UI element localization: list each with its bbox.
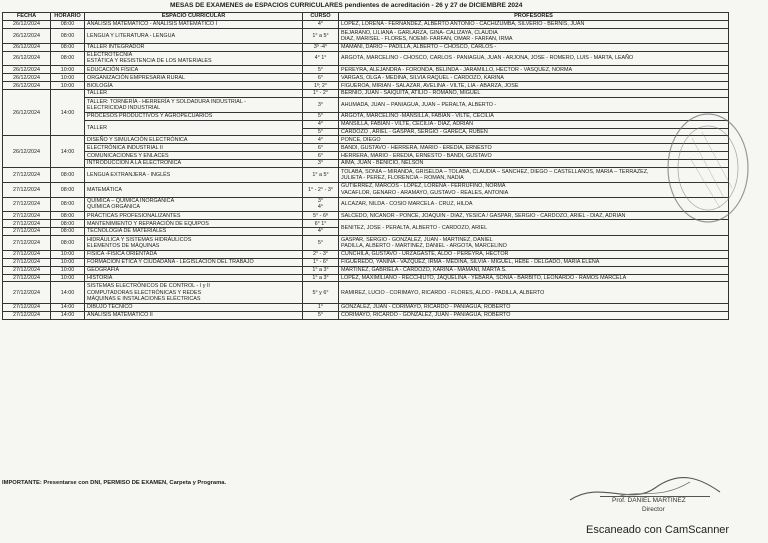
espacio-cell [85, 311, 303, 319]
espacio-cell [85, 182, 303, 197]
curso-cell: 5° [303, 112, 339, 120]
espacio-cell [85, 136, 303, 144]
espacio-line: ESTÁTICA Y RESISTENCIA DE LOS MATERIALES [87, 58, 212, 65]
table-row [3, 282, 729, 304]
espacio-line: COMPUTADORAS ELECTRÓNICAS Y REDES [87, 289, 202, 296]
espacio-cell [85, 120, 303, 136]
fecha-cell: 27/12/2024 [3, 167, 51, 182]
profesores-cell [339, 66, 729, 74]
horario-cell: 08:00 [51, 197, 85, 212]
espacio-cell [85, 97, 303, 112]
espacio-cell [85, 220, 303, 228]
curso-cell: 1° - 2° [303, 90, 339, 98]
horario-cell: 08:00 [51, 167, 85, 182]
curso-cell: 5° [303, 66, 339, 74]
horario-cell: 14:00 [51, 90, 85, 136]
profesor-line: MANSILLA, FABIAN - VILTE, CECILIA - DIAZ, ADRIAN [341, 120, 474, 127]
espacio-cell [85, 212, 303, 220]
curso-cell: 6° 1° [303, 220, 339, 228]
espacio-cell [85, 28, 303, 43]
table-row [3, 236, 729, 251]
espacio-line: BIOLOGÍA [87, 82, 113, 89]
profesores-cell [339, 51, 729, 66]
fecha-cell: 26/12/2024 [3, 51, 51, 66]
espacio-cell [85, 74, 303, 82]
table-row [3, 160, 729, 168]
profesores-cell [339, 258, 729, 266]
profesor-line: MAMANI, DARIO – PADILLA, ALBERTO – CHOSCO, CARLOS - [341, 44, 497, 51]
espacio-line: LENGUA EXTRANJERA - INGLÉS [87, 171, 171, 178]
espacio-cell [85, 197, 303, 212]
curso-cell: 1° a 5° [303, 28, 339, 43]
espacio-cell [85, 304, 303, 312]
espacio-line: INTRODUCCIÓN A LA ELECTRÓNICA [87, 160, 182, 167]
espacio-line: ELEMENTOS DE MÁQUINAS [87, 242, 160, 249]
espacio-line: ELECTRÓNICA INDUSTRIAL II [87, 144, 163, 151]
espacio-line: DISEÑO Y SIMULACIÓN ELECTRÓNICA [87, 136, 188, 143]
profesores-cell [339, 21, 729, 29]
fecha-cell: 27/12/2024 [3, 311, 51, 319]
table-row [3, 258, 729, 266]
curso-cell: 4° [303, 228, 339, 236]
fecha-cell: 26/12/2024 [3, 28, 51, 43]
fecha-cell: 27/12/2024 [3, 197, 51, 212]
espacio-line: COMUNICACIONES Y ENLACES [87, 152, 169, 159]
profesor-line: LOPEZ, MAXIMILIANO - RECCHIUTO, JAQUELINA - YEBARA, SONIA - BARBITO, LEONARDO - RAMOS MARCELA [341, 274, 627, 281]
curso-cell: 1° a 3° [303, 266, 339, 274]
profesor-line: GUTIERREZ, MARCOS - LOPEZ, LORENA - FERRUFINO, NORMA [341, 183, 506, 190]
horario-cell: 10:00 [51, 266, 85, 274]
table-row [3, 304, 729, 312]
fecha-cell: 27/12/2024 [3, 266, 51, 274]
espacio-line: QUÍMICA – QUÍMICA INORGÁNICA [87, 198, 175, 205]
curso-cell: 1° [303, 304, 339, 312]
document-title: MESAS DE EXAMENES de ESPACIOS CURRICULARES pendientes de acreditación - 26 y 27 de DICIEMBRE 2024 [170, 2, 523, 9]
profesores-cell [339, 28, 729, 43]
profesores-cell [339, 236, 729, 251]
curso-cell: 5° - 6º [303, 212, 339, 220]
profesores-cell [339, 282, 729, 304]
table-row [3, 197, 729, 212]
fecha-cell: 26/12/2024 [3, 82, 51, 90]
espacio-cell [85, 266, 303, 274]
espacio-line: QUÍMICA ORGÁNICA [87, 204, 141, 211]
profesor-line: VARGAS, OLGA - MEDINA, SILVIA RAQUEL - CARDOZO, KARINA [341, 74, 504, 81]
espacio-cell [85, 90, 303, 98]
fecha-cell: 27/12/2024 [3, 282, 51, 304]
horario-cell: 10:00 [51, 274, 85, 282]
horario-cell: 10:00 [51, 82, 85, 90]
curso-cell: 1º; 2° [303, 82, 339, 90]
horario-cell: 14:00 [51, 304, 85, 312]
table-row [3, 167, 729, 182]
table-row [3, 136, 729, 144]
curso-cell: 5° [303, 236, 339, 251]
espacio-line: HIDRÁULICA Y SISTEMAS HIDRÁULICOS [87, 236, 192, 243]
profesor-line: GONZALEZ, JUAN - CORIMAYO, RICARDO - PANIAGUA, ROBERTO [341, 304, 511, 311]
curso-cell: 1° a 3° [303, 274, 339, 282]
table-row [3, 97, 729, 112]
curso-cell: 5° [303, 128, 339, 136]
profesor-line: CARDOZO , ARIEL - GASPAR, SERGIO - GARECA, RUBEN [341, 128, 488, 135]
profesor-line: FIGUEREDO, YANINA - VAZQUEZ, IRMA - MEDINA, SILVIA - MIGUEL, HEBE - DELGADO, MARIA ELENA [341, 259, 600, 266]
profesores-cell [339, 304, 729, 312]
table-row [3, 82, 729, 90]
table-row [3, 112, 729, 120]
espacio-line: MANTENIMIENTO Y REPARACIÓN DE EQUIPOS [87, 220, 209, 227]
profesor-line: FIGUEROA, MIRIAN - SALAZAR, AVELINA - VILTE, LIA - ABARZA, JOSE [341, 82, 519, 89]
profesor-line: JULIETA - PEREZ, FLORENCIA – ROMAN, NADIA [341, 174, 464, 181]
profesor-line: CUNCHILA, GUSTAVO - URZAGASTE, ALDO - PEREYRA, HECTOR [341, 251, 509, 258]
exam-schedule-table [2, 12, 729, 320]
horario-cell: 08:00 [51, 43, 85, 51]
horario-cell: 08:00 [51, 28, 85, 43]
profesor-line: PONCE, DIEGO [341, 136, 381, 143]
espacio-cell [85, 144, 303, 152]
profesor-line: LOPEZ, LORENA - FERNANDEZ, ALBERTO ANTONIO - CACHIZUMBA, SILVERIO - BERNIS, JUAN [341, 21, 585, 28]
table-row [3, 51, 729, 66]
profesores-cell [339, 43, 729, 51]
espacio-line: ANÁLISIS MATEMÁTICO - ANÁLISIS MATEMÁTICO I [87, 21, 218, 28]
espacio-line: ELECTRICIDAD INDUSTRIAL [87, 104, 161, 111]
fecha-cell: 26/12/2024 [3, 136, 51, 168]
curso-cell: 5° [303, 311, 339, 319]
espacio-cell [85, 43, 303, 51]
table-row [3, 28, 729, 43]
table-row [3, 250, 729, 258]
fecha-cell: 27/12/2024 [3, 228, 51, 236]
fecha-cell: 27/12/2024 [3, 212, 51, 220]
profesor-line: GASPAR, SERGIO - GONZALEZ, JUAN - MARTINEZ, DANIEL [341, 236, 493, 243]
profesor-line: TOLABA, SONIA – MIRANDA, GRISELDA – TOLABA, CLAUDIA – SANCHEZ, DIEGO – CASTELLANOS, MARIA – TERRAZEZ, [341, 168, 649, 175]
curso-cell: 3º -4° [303, 43, 339, 51]
espacio-line: DIBUJO TÉCNICO [87, 304, 133, 311]
espacio-cell [85, 228, 303, 236]
espacio-line: EDUCACIÓN FÍSICA [87, 66, 139, 73]
table-row [3, 120, 729, 128]
fecha-cell: 26/12/2024 [3, 43, 51, 51]
profesor-line: DIAZ, MARISEL - FLORES, NOEMI- FARFAN, OMAR - FARFAN, IRMA [341, 35, 513, 42]
table-header-row [3, 13, 729, 21]
profesor-line: BERNIO, JUAN - SAIQUITA, ATILIO - ROMANO, MIGUEL [341, 90, 481, 97]
horario-cell: 10:00 [51, 250, 85, 258]
fecha-cell: 27/12/2024 [3, 304, 51, 312]
profesor-line: PADILLA, ALBERTO - MARTINEZ, DANIEL - ARGOTA, MARCELINO [341, 242, 507, 249]
espacio-cell [85, 66, 303, 74]
curso-cell: 1° - 2° - 3° [303, 182, 339, 197]
profesores-cell [339, 250, 729, 258]
profesores-cell [339, 274, 729, 282]
espacio-cell [85, 258, 303, 266]
profesor-line: MARTINEZ, GABRIELA - CARDOZO, KARINA - MAMANI, MARTA S. [341, 266, 507, 273]
curso-cell: 4° [303, 136, 339, 144]
espacio-cell [85, 21, 303, 29]
signature-role: Director [642, 506, 665, 513]
curso-cell: 3° [303, 160, 339, 168]
espacio-line: TALLER INTEGRADOR [87, 44, 145, 51]
horario-cell: 14:00 [51, 311, 85, 319]
curso-cell: 1° a 5° [303, 167, 339, 182]
signature-name: Prof. DANIEL MARTINEZ [612, 497, 686, 504]
table-row [3, 21, 729, 29]
horario-cell: 14:00 [51, 282, 85, 304]
espacio-line: TECNOLOGÍA DE MATERIALES [87, 228, 167, 235]
profesores-cell [339, 82, 729, 90]
horario-cell: 08:00 [51, 182, 85, 197]
horario-cell: 10:00 [51, 66, 85, 74]
table-row [3, 266, 729, 274]
school-stamp-icon [662, 108, 754, 228]
espacio-line: LENGUA Y LITERATURA - LENGUA [87, 32, 176, 39]
curso-cell: 4° [303, 21, 339, 29]
espacio-cell [85, 51, 303, 66]
profesor-line: ARGOTA, MARCELINO -MANSILLA, FABIAN - VILTE, CECILIA [341, 113, 494, 120]
profesor-line: ALCAZAR, NILDA - COSIO MARCELA - CRUZ, HILDA [341, 201, 473, 208]
profesores-cell [339, 74, 729, 82]
espacio-line: FÍSICA -FÍSICA ORIENTADA [87, 251, 157, 258]
curso-cell: 2° - 3° [303, 250, 339, 258]
curso-cell: 6° [303, 152, 339, 160]
camscanner-watermark: Escaneado con CamScanner [586, 524, 730, 536]
profesor-line: ARGOTA, MARCELINO - CHOSCO, CARLOS - PANIAGUA, JUAN - ARJONA, JOSE - ROMERO, LUIS - MARTA, LEAÑO [341, 55, 634, 62]
fecha-cell: 26/12/2024 [3, 90, 51, 136]
profesor-line: VACAFLOR, GENARO - ARAMAYO, GUSTAVO - REALES, ANTONIA [341, 189, 509, 196]
curso-cell: 5° y 6° [303, 282, 339, 304]
espacio-line: ELECTROTECNIA [87, 52, 133, 59]
horario-cell: 08:00 [51, 21, 85, 29]
espacio-cell [85, 250, 303, 258]
profesores-cell [339, 311, 729, 319]
fecha-cell: 26/12/2024 [3, 66, 51, 74]
espacio-line: TALLER [87, 90, 107, 97]
table-row [3, 144, 729, 152]
table-row [3, 90, 729, 98]
curso-cell: 4° [303, 120, 339, 128]
profesor-line: BENITEZ, JOSE - PERALTA, ALBERTO - CARDOZO, ARIEL [341, 224, 488, 231]
espacio-cell [85, 160, 303, 168]
table-row [3, 66, 729, 74]
profesor-line: BEJARANO, LILIANA - GARLARZA, GINA- CALIZAYA, CLAUDIA [341, 29, 498, 36]
table-row [3, 220, 729, 228]
espacio-cell [85, 152, 303, 160]
curso-cell: 6° [303, 74, 339, 82]
curso-cell: 6° [303, 144, 339, 152]
horario-cell: 14:00 [51, 136, 85, 168]
table-row [3, 212, 729, 220]
table-row [3, 152, 729, 160]
espacio-cell [85, 274, 303, 282]
espacio-cell [85, 82, 303, 90]
fecha-cell: 27/12/2024 [3, 220, 51, 228]
header-fecha: FECHA [3, 13, 51, 21]
profesor-line: PEREYRA, ALEJANDRA - FORONDA, BELINDA - JARAMILLO, HECTOR - VASQUEZ, NORMA [341, 66, 573, 73]
espacio-cell [85, 282, 303, 304]
espacio-line: FORMACIÓN ÉTICA Y CIUDADANA - LEGISLACIÓN DEL TRABAJO [87, 259, 254, 266]
curso-cell: 1° - 6° [303, 258, 339, 266]
fecha-cell: 26/12/2024 [3, 74, 51, 82]
espacio-cell [85, 167, 303, 182]
profesores-cell [339, 90, 729, 98]
espacio-line: PRÁCTICAS PROFESIONALIZANTES [87, 212, 181, 219]
espacio-line: ANÁLISIS MATEMÁTICO II [87, 312, 153, 319]
curso-cell: 4° 1° [303, 51, 339, 66]
table-row [3, 182, 729, 197]
header-espacio: ESPACIO CURRICULAR [85, 13, 303, 21]
header-profesores: PROFESORES [339, 13, 729, 21]
curso-cell: 3° [303, 97, 339, 112]
espacio-cell [85, 112, 303, 120]
profesor-line: AHUMADA, JUAN – PANIAGUA, JUAN – PERALTA, ALBERTO - [341, 101, 497, 108]
espacio-line: TALLER [87, 124, 107, 131]
curso-cell: 3° 4° [303, 197, 339, 212]
fecha-cell: 27/12/2024 [3, 258, 51, 266]
fecha-cell: 27/12/2024 [3, 274, 51, 282]
fecha-cell: 26/12/2024 [3, 21, 51, 29]
profesor-line: SALCEDO, NICANOR - PONCE, JOAQUIN - DIAZ, YESICA / GASPAR, SERGIO - CARDOZO, ARIEL - DIAZ, ADRIAN [341, 212, 626, 219]
table-row [3, 43, 729, 51]
profesor-line: RAMIREZ, LUCIO - CORIMAYO, RICARDO - FLORES, ALDO - PADILLA, ALBERTO [341, 289, 545, 296]
profesor-line: BANDI, GUSTAVO - HERRERA, MARIO - EREDIA, ERNESTO [341, 144, 492, 151]
profesor-line: HERRERA, MARIO - EREDIA, ERNESTO - BANDI, GUSTAVO [341, 152, 492, 159]
important-note: IMPORTANTE: Presentarse con DNI, PERMISO DE EXAMEN, Carpeta y Programa. [2, 480, 227, 486]
horario-cell: 10:00 [51, 74, 85, 82]
espacio-line: TALLER: TORNERÍA - HERRERÍA Y SOLDADURA INDUSTRIAL - [87, 98, 246, 105]
horario-cell: 10:00 [51, 258, 85, 266]
table-row [3, 74, 729, 82]
espacio-line: ORGANIZACIÓN EMPRESARIA RURAL [87, 74, 185, 81]
profesores-cell [339, 266, 729, 274]
horario-cell: 08:00 [51, 220, 85, 228]
fecha-cell: 27/12/2024 [3, 182, 51, 197]
horario-cell: 08:00 [51, 212, 85, 220]
fecha-cell: 27/12/2024 [3, 236, 51, 251]
fecha-cell: 27/12/2024 [3, 250, 51, 258]
horario-cell: 08:00 [51, 236, 85, 251]
header-curso: CURSO [303, 13, 339, 21]
espacio-line: SISTEMAS ELECTRÓNICOS DE CONTROL - I y II [87, 283, 210, 290]
espacio-line: GEOGRAFÍA [87, 266, 120, 273]
table-row [3, 274, 729, 282]
espacio-line: HISTORIA [87, 274, 113, 281]
profesor-line: AIMA, JUAN - BENICIO, NELSON [341, 160, 424, 167]
espacio-line: MÁQUINAS E INSTALACIONES ELÉCTRICAS [87, 295, 201, 302]
espacio-line: PROCESOS PRODUCTIVOS Y AGROPECUARIOS [87, 113, 213, 120]
table-row [3, 311, 729, 319]
espacio-cell [85, 236, 303, 251]
header-horario: HORARIO [51, 13, 85, 21]
espacio-line: MATEMÁTICA [87, 186, 122, 193]
signature-icon [560, 470, 730, 510]
horario-cell: 08:00 [51, 228, 85, 236]
horario-cell: 08:00 [51, 51, 85, 66]
profesor-line: CORIMAYO, RICARDO - GONZALEZ, JUAN - PANIAGUA, ROBERTO [341, 312, 511, 319]
